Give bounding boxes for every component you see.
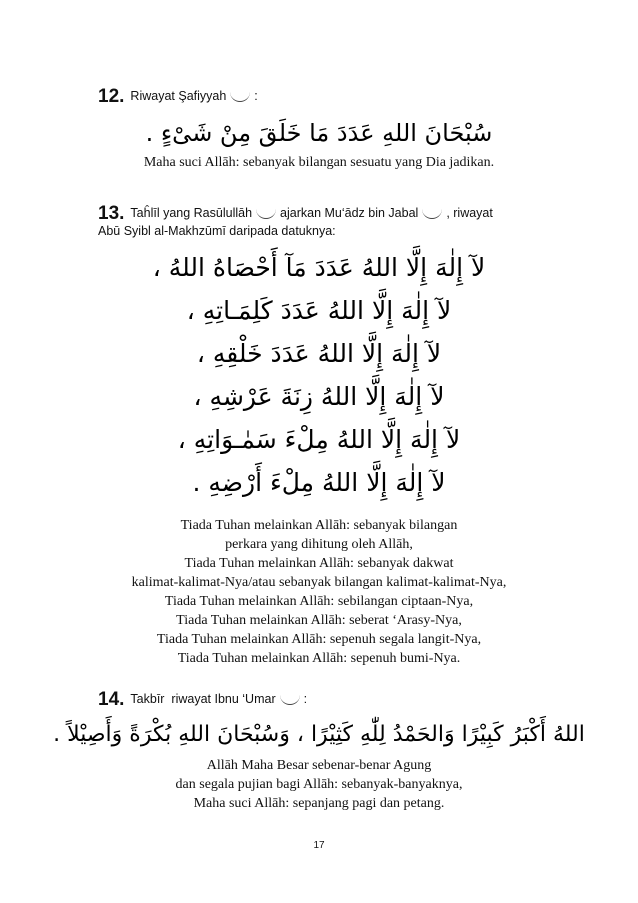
section-14-arabic: اللهُ أَكْبَرُ كَبِيْرًا وَالحَمْدُ لِلّٰهِ كَثِيْرًا ، وَسُبْحَانَ اللهِ بُكْرَةً وَأَصِيْلاً .: [53, 722, 585, 747]
honorific-seal-icon: [256, 204, 276, 219]
translation-line: Allāh Maha Besar sebenar-benar Agung: [206, 758, 432, 773]
section-12-translation: [0, 153, 638, 172]
translation-line: Maha suci Allāh: sepanjang pagi dan petang.: [193, 796, 445, 811]
translation-line: Tiada Tuhan melainkan Allāh: sebilangan ciptaan-Nya,: [164, 594, 474, 609]
section-13-suffix: :: [332, 224, 336, 238]
section-12-number: 12.: [98, 86, 125, 107]
translation-line: Tiada Tuhan melainkan Allāh: sebanyak dakwat: [184, 556, 454, 571]
section-12-heading: [98, 87, 258, 105]
section-13-arabic-line: لآ إِلٰهَ إِلَّا اللهُ زِنَةَ عَرْشِهِ ،: [193, 382, 445, 411]
section-13-number: 13.: [98, 203, 125, 224]
translation-line: Tiada Tuhan melainkan Allāh: sepenuh segala langit-Nya,: [156, 632, 482, 647]
section-14-suffix: :: [303, 692, 308, 706]
section-13-line2: Abū Syibl al-Makhzūmī daripada datuknya: [98, 224, 333, 238]
honorific-seal-icon: [422, 204, 442, 219]
section-12-arabic: سُبْحَانَ اللهِ عَدَدَ مَا خَلَقَ مِنْ شَىْءٍ .: [145, 119, 493, 147]
translation-line: Maha suci Allāh: sebanyak bilangan sesuatu yang Dia jadikan.: [143, 155, 495, 170]
honorific-seal-icon: [230, 87, 250, 102]
section-13-translation: [0, 516, 638, 668]
section-12-suffix: :: [254, 89, 258, 103]
translation-line: dan segala pujian bagi Allāh: sebanyak-banyaknya,: [175, 777, 463, 792]
section-12-title: Riwayat Şafiyyah: [130, 89, 227, 103]
section-13-title-c: , riwayat: [446, 206, 493, 220]
translation-line: Tiada Tuhan melainkan Allāh: sepenuh bumi-Nya.: [177, 651, 461, 666]
section-14-heading: [98, 690, 307, 708]
page-number: 17: [313, 840, 325, 851]
section-13-heading: [98, 204, 493, 222]
section-13-subheading: [98, 223, 336, 239]
section-14-title: Takbīr riwayat Ibnu ‘Umar: [130, 692, 276, 706]
section-13-arabic-line: لآ إِلٰهَ إِلَّا اللهُ عَدَدَ كَلِمَـاتِهِ ،: [186, 296, 452, 325]
section-13-arabic-line: لآ إِلٰهَ إِلَّا اللهُ عَدَدَ خَلْقِهِ ،: [196, 339, 442, 368]
honorific-seal-icon: [280, 690, 300, 705]
section-13-arabic-line: لآ إِلٰهَ إِلَّا اللهُ عَدَدَ مَآ أَحْصَاهُ اللهُ ،: [152, 253, 486, 282]
section-13-arabic-line: لآ إِلٰهَ إِلَّا اللهُ مِلْءَ سَمٰـوَاتِهِ ،: [177, 425, 461, 454]
translation-line: Tiada Tuhan melainkan Allāh: seberat ‘Arasy-Nya,: [176, 613, 462, 628]
section-14-translation: [0, 756, 638, 813]
translation-line: perkara yang dihitung oleh Allāh,: [225, 537, 413, 552]
translation-line: kalimat-kalimat-Nya/atau sebanyak bilangan kalimat-kalimat-Nya,: [131, 575, 507, 590]
section-13-title-a: Taĥlīl yang Rasūlullāh: [130, 206, 253, 220]
section-13-title-b: ajarkan Mu‘ādz bin Jabal: [280, 206, 419, 220]
section-14-number: 14.: [98, 689, 125, 710]
translation-line: Tiada Tuhan melainkan Allāh: sebanyak bilangan: [180, 518, 458, 533]
section-13-arabic-line: لآ إِلٰهَ إِلَّا اللهُ مِلْءَ أَرْضِهِ .: [192, 468, 446, 497]
